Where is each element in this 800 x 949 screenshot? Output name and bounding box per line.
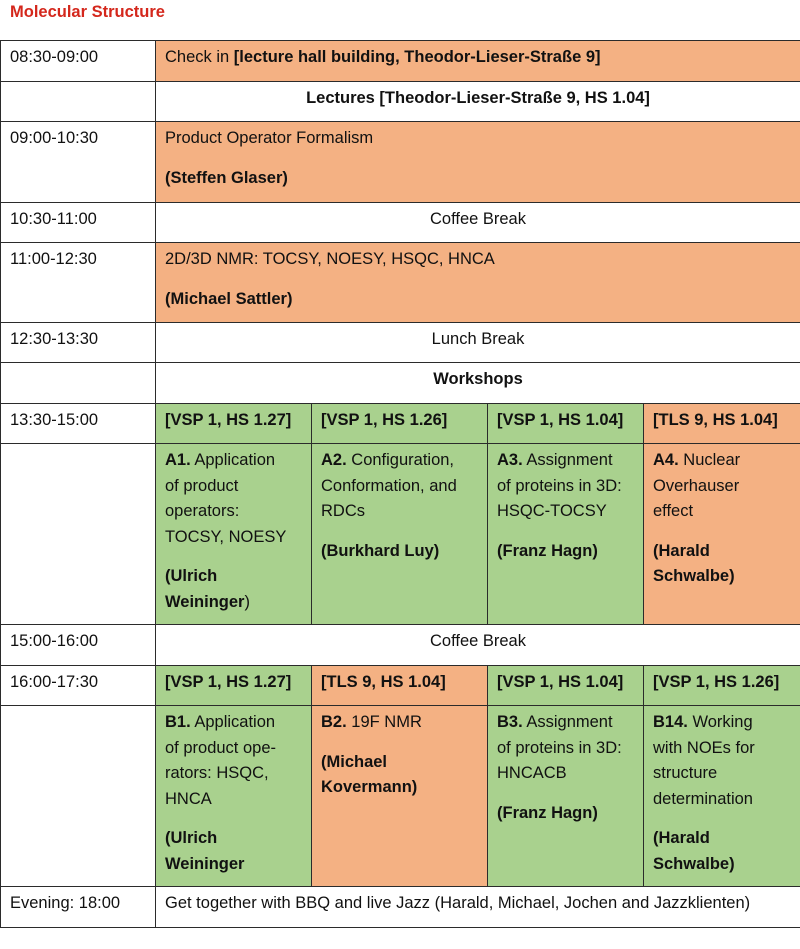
workshop-room: [VSP 1, HS 1.26] bbox=[312, 404, 488, 444]
lecture-cell bbox=[156, 122, 800, 203]
checkin-cell bbox=[156, 41, 800, 82]
workshop-room: [VSP 1, HS 1.26] bbox=[644, 666, 800, 706]
table-row bbox=[1, 887, 800, 928]
workshop-speaker: (Harald Schwalbe) bbox=[653, 829, 735, 873]
time-cell: 16:00-17:30 bbox=[1, 666, 156, 706]
workshop-title: A2. Configuration, Conformation, and RDCs bbox=[321, 451, 457, 520]
table-row bbox=[1, 41, 800, 82]
table-row bbox=[1, 243, 800, 323]
workshop-room: [VSP 1, HS 1.27] bbox=[156, 666, 312, 706]
workshop-speaker: (Ulrich Weininger) bbox=[165, 567, 250, 611]
workshop-cell bbox=[156, 706, 312, 887]
workshop-speaker: (Burkhard Luy) bbox=[321, 541, 440, 560]
lecture-title: 2D/3D NMR: TOCSY, NOESY, HSQC, HNCA bbox=[165, 250, 495, 268]
lecture-speaker: (Steffen Glaser) bbox=[165, 168, 288, 187]
schedule-table bbox=[0, 40, 800, 928]
time-cell bbox=[1, 444, 156, 625]
coffee-break-cell: Coffee Break bbox=[156, 203, 800, 243]
workshop-title: B2. 19F NMR bbox=[321, 713, 422, 731]
time-cell bbox=[1, 363, 156, 404]
workshop-title: A4. Nuclear Overhauser effect bbox=[653, 451, 741, 520]
workshop-cell bbox=[644, 444, 800, 625]
workshop-cell bbox=[488, 444, 644, 625]
time-cell: Evening: 18:00 bbox=[1, 887, 156, 928]
time-cell: 11:00-12:30 bbox=[1, 243, 156, 323]
workshop-room: [TLS 9, HS 1.04] bbox=[644, 404, 800, 444]
workshop-cell bbox=[156, 444, 312, 625]
workshop-cell bbox=[312, 444, 488, 625]
table-row bbox=[1, 82, 800, 122]
workshop-speaker: (Franz Hagn) bbox=[497, 541, 598, 560]
time-cell: 08:30-09:00 bbox=[1, 41, 156, 82]
table-row bbox=[1, 404, 800, 444]
time-cell: 10:30-11:00 bbox=[1, 203, 156, 243]
lecture-speaker: (Michael Sattler) bbox=[165, 289, 293, 308]
checkin-location: [lecture hall building, Theodor-Lieser-Straße 9] bbox=[233, 48, 601, 66]
workshops-header: Workshops bbox=[156, 363, 800, 404]
workshop-speaker: (Franz Hagn) bbox=[497, 803, 598, 822]
workshop-room: [VSP 1, HS 1.04] bbox=[488, 666, 644, 706]
workshop-room: [VSP 1, HS 1.04] bbox=[488, 404, 644, 444]
workshop-cell bbox=[644, 706, 800, 887]
table-row bbox=[1, 363, 800, 404]
time-cell bbox=[1, 706, 156, 887]
time-cell: 13:30-15:00 bbox=[1, 404, 156, 444]
workshop-speaker: (Michael Kovermann) bbox=[321, 752, 418, 796]
table-row bbox=[1, 625, 800, 666]
table-row bbox=[1, 203, 800, 243]
workshop-title: B14. Working with NOEs for structure determination bbox=[653, 713, 755, 808]
coffee-break-cell: Coffee Break bbox=[156, 625, 800, 666]
table-row bbox=[1, 706, 800, 887]
time-cell bbox=[1, 82, 156, 122]
lectures-header: Lectures [Theodor-Lieser-Straße 9, HS 1.04] bbox=[156, 82, 800, 122]
workshop-speaker: (Harald Schwalbe) bbox=[653, 541, 735, 585]
lecture-title: Product Operator Formalism bbox=[165, 129, 374, 147]
time-cell: 09:00-10:30 bbox=[1, 122, 156, 203]
workshop-speaker: (Ulrich Weininger bbox=[165, 829, 245, 873]
table-row bbox=[1, 122, 800, 203]
table-row bbox=[1, 666, 800, 706]
workshop-room: [VSP 1, HS 1.27] bbox=[156, 404, 312, 444]
workshop-cell bbox=[312, 706, 488, 887]
workshop-title: A1. Application of product operators: TOCSY, NOESY bbox=[165, 451, 287, 546]
checkin-text: Check in bbox=[165, 48, 234, 66]
workshop-title: B3. Assignment of proteins in 3D: HNCACB bbox=[497, 713, 622, 782]
workshop-title: B1. Application of product ope- rators: HSQC, HNCA bbox=[165, 713, 276, 808]
table-row bbox=[1, 323, 800, 363]
table-row bbox=[1, 444, 800, 625]
time-cell: 15:00-16:00 bbox=[1, 625, 156, 666]
lunch-break-cell: Lunch Break bbox=[156, 323, 800, 363]
workshop-cell bbox=[488, 706, 644, 887]
lecture-cell bbox=[156, 243, 800, 323]
evening-cell: Get together with BBQ and live Jazz (Harald, Michael, Jochen and Jazzklienten) bbox=[156, 887, 800, 928]
document-title: Molecular Structure bbox=[10, 3, 165, 21]
time-cell: 12:30-13:30 bbox=[1, 323, 156, 363]
workshop-title: A3. Assignment of proteins in 3D: HSQC-TOCSY bbox=[497, 451, 622, 520]
workshop-room: [TLS 9, HS 1.04] bbox=[312, 666, 488, 706]
